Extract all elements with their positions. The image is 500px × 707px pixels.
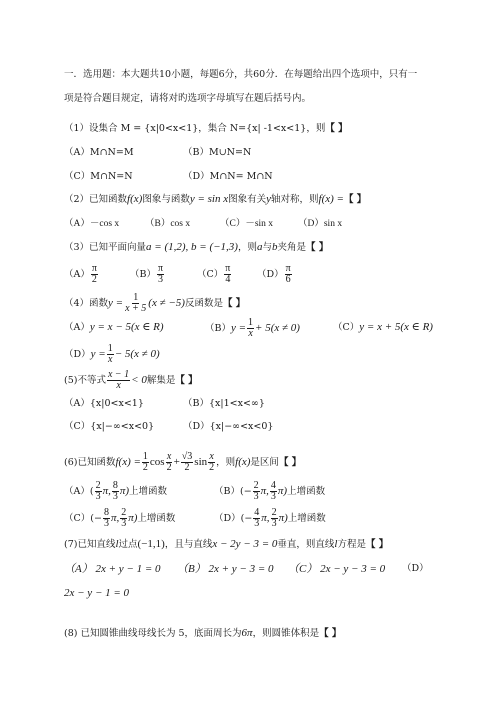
q4-stem xyxy=(64,293,245,314)
q3-option-a-frac xyxy=(91,264,98,285)
q6-option-c-inc: 上增函数 xyxy=(137,513,176,524)
q3-c-num: π xyxy=(225,263,231,274)
q2-option-d: （D）sin x xyxy=(298,219,343,229)
intro-line-1: 一．选用题：本大题共10小题，每题6分，共60分．在每题给出四个选项中，只有一 xyxy=(64,69,418,80)
q6-b-frac-1 xyxy=(253,481,260,502)
q6-b-bd: 3 xyxy=(270,491,276,502)
q6-option-b-inc: 上增函数 xyxy=(287,486,326,497)
q6-plus: + xyxy=(173,456,180,468)
q4-b-num: 1 xyxy=(248,317,254,328)
q3-option-d-label: （D） xyxy=(257,269,284,280)
q3-vectors: a = (1,2), b = (−1,3) xyxy=(146,241,238,253)
q6-a-frac-1 xyxy=(95,481,102,502)
q3-b-num: π xyxy=(157,263,164,274)
q5-option-a: （A）{x|0<x<1} xyxy=(64,398,144,409)
q6-sin: sin xyxy=(194,456,208,468)
q6-b-frac-2 xyxy=(270,481,277,502)
q6-a-bd: 3 xyxy=(112,491,118,502)
q8-value: 6π xyxy=(241,627,253,639)
q7-pass: 过点 xyxy=(118,539,138,550)
q5-rel: < 0 xyxy=(131,374,147,386)
q6-fx2: f(x) xyxy=(235,456,251,468)
q6-d1: 2 xyxy=(142,462,148,473)
q3-vec-b: b xyxy=(272,241,278,253)
q7-option-c xyxy=(288,563,385,576)
q4-option-d-rest: − 5(x ≠ 0) xyxy=(114,348,160,360)
q6-prefix: (6)已知函数 xyxy=(64,457,116,468)
q3-b-den: 3 xyxy=(158,274,164,285)
q2-mid2: 图象有关 xyxy=(228,194,267,205)
q2-mid: 图象与函数 xyxy=(142,194,190,205)
q6-b-an: 2 xyxy=(253,480,259,491)
q6-b-bn: 4 xyxy=(270,480,276,491)
q3-d-den: 6 xyxy=(285,274,291,285)
q6-suffix: 是区间 xyxy=(250,457,279,468)
q2-mid3: 轴对称，则 xyxy=(271,194,319,205)
q4-option-c-label: （C） xyxy=(333,322,360,333)
q6-d3: 2 xyxy=(184,462,190,473)
q1-option-d: （D）M∩N= M∩N xyxy=(183,171,273,182)
q3-option-c xyxy=(197,264,232,285)
q7-line: x − 2y − 3 = 0 xyxy=(212,538,278,550)
q4-option-b-frac xyxy=(247,318,254,339)
q6-d-an: 4 xyxy=(254,507,260,518)
q6-n1: 1 xyxy=(142,451,148,462)
q6-d4: 2 xyxy=(209,462,215,473)
q4-option-d xyxy=(64,344,160,365)
q4-cond: (x ≠ −5) xyxy=(148,297,185,309)
q3-option-c-frac xyxy=(224,264,231,285)
q6-option-d-label: （D）(− xyxy=(214,513,253,524)
q5-suffix: 解集是 xyxy=(146,375,176,386)
q4-b-den: x xyxy=(248,328,253,339)
q6-frac-1 xyxy=(142,452,149,473)
q2-ask: f(x) = xyxy=(318,193,344,205)
q5-den: x xyxy=(116,380,121,391)
intro-line-2: 项是符合题目规定，请将对旳选项字母填写在题后括号内。 xyxy=(64,93,312,104)
q7-stem xyxy=(64,538,388,551)
q6-c-frac-1 xyxy=(103,508,110,529)
q2-option-a: （A）－cos x xyxy=(64,219,120,229)
q4-option-b-y: y = xyxy=(230,322,247,334)
q6-frac-4 xyxy=(208,452,215,473)
q6-option-a-inc: 上增函数 xyxy=(129,486,168,497)
q3-option-d xyxy=(257,264,293,285)
q6-option-d: （D）(− $\frac{4}{3}$ π, $\frac{2}{3}$ π)上增函数 xyxy=(214,507,326,529)
q4-frac xyxy=(124,293,147,314)
q6-bracket: 【 】 xyxy=(278,457,302,468)
q6-cos: cos xyxy=(149,456,165,468)
q6-d-frac-2 xyxy=(271,508,278,529)
q4-option-d-frac xyxy=(107,344,114,365)
q6-mid: ，则 xyxy=(216,457,236,468)
q2-fx: f(x) xyxy=(127,193,143,205)
q1-option-c: （C）M∩N=N xyxy=(64,171,133,182)
q7-option-b-text: （B） 2x + y − 3 = 0 xyxy=(177,563,274,575)
q4-option-c xyxy=(333,321,433,334)
q5-stem xyxy=(64,370,198,391)
q4-option-b-rest: + 5(x ≠ 0) xyxy=(255,322,300,334)
q3-option-a-label: （A） xyxy=(64,269,90,280)
q6-d-bn: 2 xyxy=(271,507,277,518)
q7-option-d-label: （D） xyxy=(402,563,429,574)
q4-bracket: 【 】 xyxy=(222,298,246,309)
q7-option-d-text: 2x − y − 1 = 0 xyxy=(64,587,130,599)
q6-d-frac-1 xyxy=(253,508,260,529)
q3-option-b xyxy=(130,264,165,285)
q2-option-b: （B）cos x xyxy=(145,219,191,229)
q6-frac-3 xyxy=(181,452,194,473)
q5-prefix: (5)不等式 xyxy=(64,375,106,386)
q3-prefix: （3）已知平面向量 xyxy=(64,242,147,253)
q7-option-c-text: （C） 2x − y − 3 = 0 xyxy=(288,563,386,575)
q6-c-frac-2 xyxy=(120,508,127,529)
q6-stem xyxy=(64,452,301,473)
q2-bracket: 【 】 xyxy=(343,194,367,205)
q5-option-c: （C）{x|−∞<x<0} xyxy=(64,421,155,432)
q1-stem xyxy=(64,123,348,135)
q6-d2: 2 xyxy=(166,462,172,473)
q5-bracket: 【 】 xyxy=(175,375,198,386)
q8-prefix: (8) 已知圆锥曲线母线长为 5，底面周长为 xyxy=(64,628,242,639)
q7-mid2: 垂直，则直线 xyxy=(277,539,335,550)
q4-option-b xyxy=(205,318,300,339)
q6-n2: x xyxy=(166,451,172,462)
q5-num: x − 1 xyxy=(107,369,130,380)
q6-option-c-label: （C）(− xyxy=(64,513,102,524)
q6-n3: √3 xyxy=(181,451,193,462)
q3-mid: ，则 xyxy=(237,242,257,253)
q3-option-b-label: （B） xyxy=(130,269,156,280)
q3-stem xyxy=(64,241,328,254)
q4-option-d-y: y = xyxy=(90,348,106,360)
q2-yaxis: y xyxy=(266,193,272,205)
q4-suffix: 反函数是 xyxy=(184,298,223,309)
q7-option-d xyxy=(402,563,429,575)
q8-bracket: 【 】 xyxy=(319,628,342,639)
q3-option-b-frac xyxy=(157,264,164,285)
q4-y: y = xyxy=(108,297,124,309)
q8-suffix: ，则圆锥体积是 xyxy=(252,628,320,639)
q4-option-c-eq: y = x + 5(x ∈ R) xyxy=(359,321,433,333)
q4-option-a xyxy=(64,321,164,334)
q7-l2: l xyxy=(334,538,338,550)
q3-suffix: 夹角是 xyxy=(277,242,307,253)
q3-bracket: 【 】 xyxy=(306,242,329,253)
q3-a-den: 2 xyxy=(91,274,97,285)
q6-frac-2 xyxy=(166,452,173,473)
q7-option-b xyxy=(177,563,274,576)
q7-l: l xyxy=(115,538,119,550)
q6-b-ad: 3 xyxy=(253,491,259,502)
q4-d-num: 1 xyxy=(107,343,113,354)
q6-option-a: （A）( $\frac{2}{3}$ π, $\frac{8}{3}$ π)上增函数 xyxy=(64,480,168,502)
q6-d-ad: 3 xyxy=(254,518,260,529)
q6-a-ad: 3 xyxy=(95,491,101,502)
q6-option-d-inc: 上增函数 xyxy=(287,513,326,524)
q6-a-frac-2 xyxy=(112,481,119,502)
q6-c-ad: 3 xyxy=(103,518,109,529)
q3-and: 与 xyxy=(262,242,272,253)
q7-option-d-eq xyxy=(64,587,129,600)
q6-d-bd: 3 xyxy=(271,518,277,529)
q7-option-a xyxy=(64,563,161,576)
q1-stem-text: （1）设集合 M = {x|0<x<1}，集合 N={x| -1<x<1}，则 xyxy=(64,123,326,134)
q7-bracket: 【 】 xyxy=(365,539,389,550)
q3-a-num: π xyxy=(91,263,97,274)
q5-option-d: （D）{x|−∞<x<0} xyxy=(183,421,274,432)
q6-a-an: 2 xyxy=(95,480,101,491)
q6-option-a-label: （A）( xyxy=(64,486,94,497)
q7-point: (−1,1) xyxy=(137,538,165,550)
q1-option-b: （B）M∪N=N xyxy=(183,147,252,158)
q4-den: x + 5 xyxy=(125,303,147,314)
q1-option-a: （A）M∩N=M xyxy=(64,147,134,158)
q7-mid: ，且与直线 xyxy=(164,539,213,550)
q3-option-a xyxy=(64,264,99,285)
q5-frac xyxy=(107,370,130,391)
q4-option-a-label: （A） xyxy=(64,322,90,333)
q6-c-bn: 2 xyxy=(121,507,127,518)
q7-prefix: (7)已知直线 xyxy=(64,539,116,550)
q6-c-an: 8 xyxy=(103,507,109,518)
q3-c-den: 4 xyxy=(225,274,231,285)
q3-d-num: π xyxy=(285,263,291,274)
q4-option-a-eq: y = x − 5(x ∈ R) xyxy=(89,321,164,333)
q6-n4: x xyxy=(209,451,214,462)
q6-c-bd: 3 xyxy=(121,518,127,529)
q3-option-c-label: （C） xyxy=(197,269,224,280)
q7-option-a-text: （A） 2x + y − 1 = 0 xyxy=(64,563,161,575)
q6-option-b: （B）(− $\frac{2}{3}$ π, $\frac{4}{3}$ π)上增函数 xyxy=(214,480,326,502)
q2-stem xyxy=(64,193,366,206)
q4-option-b-label: （B） xyxy=(205,323,231,334)
q6-fx: f(x) = xyxy=(115,456,141,468)
q4-prefix: （4）函数 xyxy=(64,298,109,309)
q3-option-d-frac xyxy=(285,264,292,285)
q8-stem xyxy=(64,627,341,640)
q6-a-bn: 8 xyxy=(112,480,118,491)
q6-option-c: （C）(− $\frac{8}{3}$ π, $\frac{2}{3}$ π)上增函数 xyxy=(64,507,176,529)
q7-suffix: 方程是 xyxy=(337,539,366,550)
q4-d-den: x xyxy=(107,354,113,365)
q2-prefix: （2）已知函数 xyxy=(64,194,128,205)
q2-g: y = sin x xyxy=(189,193,229,205)
q6-option-b-label: （B）(− xyxy=(214,486,252,497)
q4-option-d-label: （D） xyxy=(64,349,91,360)
q1-bracket: 【 】 xyxy=(325,123,348,134)
q5-option-b: （B）{x|1<x<∞} xyxy=(183,398,265,409)
q4-num: 1 xyxy=(133,292,139,303)
q3-vec-a: a xyxy=(256,241,263,253)
q2-option-c: （C）－sin x xyxy=(220,219,274,229)
